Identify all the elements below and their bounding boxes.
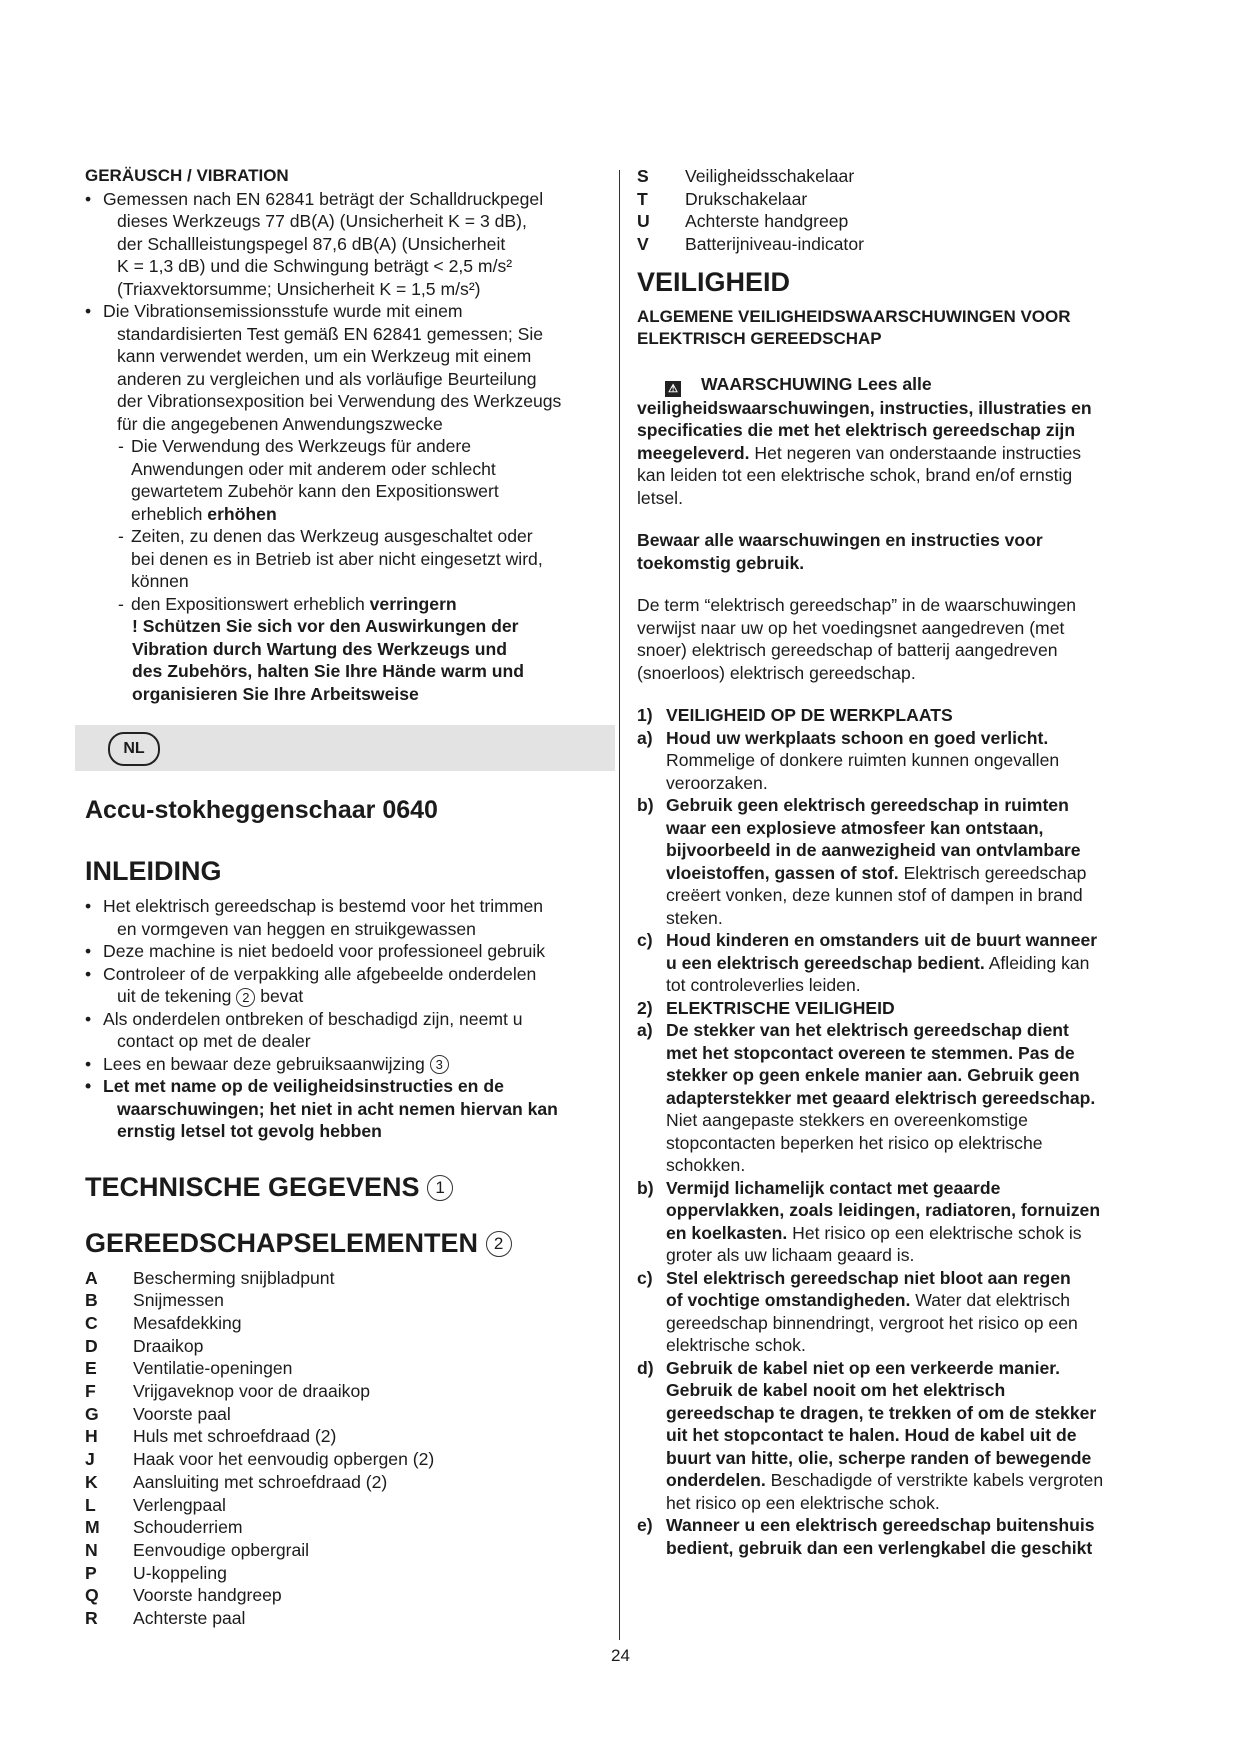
figure-ref: 2 bbox=[236, 988, 255, 1007]
list-item: • Deze machine is niet bedoeld voor professioneel gebruik bbox=[85, 940, 605, 963]
component-row bbox=[85, 1289, 605, 1312]
component-letter: H bbox=[85, 1426, 98, 1447]
list-item: a) Houd uw werkplaats schoon en goed verlicht. Rommelige of donkere ruimten kunnen ongevallen veroorzaken. bbox=[637, 727, 1060, 793]
list-item: • Gemessen nach EN 62841 beträgt der Schalldruckpegel dieses Werkzeugs 77 dB(A) (Unsicherheit K = 3 dB), der Schallleistungspegel 87,6 dB(A) (Unsicherheit K = 1,3 dB) und die Schwingung beträgt < 2,5 m/s² (Triaxvektorsumme; Unsicherheit K = 1,5 m/s²) bbox=[85, 188, 605, 301]
component-row bbox=[85, 1471, 605, 1494]
component-letter: M bbox=[85, 1517, 100, 1538]
tech-heading: TECHNISCHE GEGEVENS 1 bbox=[85, 1171, 605, 1203]
component-label: Snijmessen bbox=[133, 1290, 224, 1311]
component-letter: G bbox=[85, 1403, 99, 1424]
component-row bbox=[85, 1448, 605, 1471]
list-item: b) Gebruik geen elektrisch gereedschap in ruimten waar een explosieve atmosfeer kan ontstaan, bijvoorbeeld in de aanwezigheid van ontvlambare vloeistoffen, gassen of stof. Elektrisch gereedschap creëert vonken, deze kunnen stof of dampen in brand steken. bbox=[637, 795, 1087, 928]
component-row bbox=[637, 210, 1157, 233]
list-item: • Die Vibrationsemissionsstufe wurde mit einem standardisierten Test gemäß EN 62841 gemessen; Sie kann verwendet werden, um ein Werkzeug mit einem anderen zu vergleichen und als vorläufige Beurteilung der Vibrationsexposition bei Verwendung des Werkzeugs für die angegebenen Anwendungszwecke bbox=[85, 300, 605, 435]
component-row bbox=[85, 1403, 605, 1426]
component-row bbox=[637, 165, 1157, 188]
term-definition: De term “elektrisch gereedschap” in de waarschuwingen verwijst naar uw op het voedingsnet aangedreven (met snoer) elektrisch gereedschap of batterij aangedreven (snoerloos) elektrisch gereedschap. bbox=[637, 595, 1077, 683]
component-label: Bescherming snijbladpunt bbox=[133, 1267, 335, 1288]
component-letter: N bbox=[85, 1539, 98, 1560]
components-list-continued bbox=[637, 165, 1157, 256]
component-row bbox=[85, 1607, 605, 1630]
page-number: 24 bbox=[611, 1646, 630, 1665]
component-letter: L bbox=[85, 1494, 96, 1515]
right-column bbox=[637, 165, 1157, 1559]
component-row bbox=[85, 1357, 605, 1380]
component-letter: Q bbox=[85, 1585, 99, 1606]
list-item: • Let met name op de veiligheidsinstructies en de waarschuwingen; het niet in acht nemen hiervan kan ernstig letsel tot gevolg hebben bbox=[85, 1075, 605, 1143]
component-letter: U bbox=[637, 211, 650, 232]
intro-heading: INLEIDING bbox=[85, 856, 222, 886]
language-bar bbox=[75, 725, 615, 771]
component-row bbox=[85, 1584, 605, 1607]
component-row bbox=[637, 188, 1157, 211]
component-letter: A bbox=[85, 1267, 98, 1288]
component-label: Vrijgaveknop voor de draaikop bbox=[133, 1381, 371, 1402]
list-item: • Controleer of de verpakking alle afgebeelde onderdelen uit de tekening 2 bevat bbox=[85, 963, 605, 1008]
dash-item: - Zeiten, zu denen das Werkzeug ausgeschaltet oder bei denen es in Betrieb ist aber nicht eingesetzt wird, können bbox=[118, 526, 543, 591]
intro-list bbox=[85, 895, 605, 1143]
warning-triangle-icon: ⚠ bbox=[665, 381, 681, 397]
component-row bbox=[85, 1267, 605, 1290]
left-column bbox=[85, 165, 605, 1630]
list-item: • Het elektrisch gereedschap is bestemd voor het trimmen en vormgeven van heggen en struikgewassen bbox=[85, 895, 605, 940]
safety-heading: VEILIGHEID bbox=[637, 266, 791, 297]
list-item: • Als onderdelen ontbreken of beschadigd zijn, neemt u contact op met de dealer bbox=[85, 1008, 605, 1053]
component-label: Haak voor het eenvoudig opbergen (2) bbox=[133, 1449, 435, 1470]
component-label: Verlengpaal bbox=[133, 1494, 226, 1515]
figure-ref: 3 bbox=[430, 1055, 449, 1074]
component-label: Schouderriem bbox=[133, 1517, 243, 1538]
component-letter: J bbox=[85, 1449, 95, 1470]
list-item: c) Houd kinderen en omstanders uit de buurt wanneer u een elektrisch gereedschap bedient. Afleiding kan tot controleverlies leiden. bbox=[637, 930, 1098, 996]
component-label: Batterijniveau-indicator bbox=[685, 234, 864, 255]
list-item: a) De stekker van het elektrisch gereedschap dient met het stopcontact overeen te stemmen. Pas de stekker op geen enkele manier aan. Gebruik geen adapterstekker met geaard elektrisch gereedschap. Niet aangepaste stekkers en overeenkomstige stopcontacten beperken het risico op elektrische schokken. bbox=[637, 1020, 1096, 1176]
noise-heading: GERÄUSCH / VIBRATION bbox=[85, 166, 289, 185]
keep-instructions: Bewaar alle waarschuwingen en instructies voor toekomstig gebruik. bbox=[637, 530, 1043, 573]
list-item: b) Vermijd lichamelijk contact met geaarde oppervlakken, zoals leidingen, radiatoren, fornuizen en koelkasten. Het risico op een elektrische schok is groter als uw lichaam geaard is. bbox=[637, 1177, 1101, 1266]
component-label: Drukschakelaar bbox=[685, 188, 808, 209]
component-letter: V bbox=[637, 234, 649, 255]
column-divider bbox=[619, 170, 620, 1640]
list-item: • Lees en bewaar deze gebruiksaanwijzing 3 bbox=[85, 1053, 605, 1076]
component-row bbox=[85, 1539, 605, 1562]
component-row bbox=[85, 1516, 605, 1539]
component-letter: K bbox=[85, 1471, 98, 1492]
component-label: U-koppeling bbox=[133, 1562, 227, 1583]
component-label: Achterste paal bbox=[133, 1608, 246, 1629]
component-letter: P bbox=[85, 1562, 97, 1583]
warning-block: ⚠ WAARSCHUWING Lees alle veiligheidswaarschuwingen, instructies, illustraties en specificaties die met het elektrisch gereedschap zijn meegeleverd. Het negeren van onderstaande instructies kan leiden tot een elektrische schok, brand en/of ernstig letsel. bbox=[637, 373, 1092, 508]
safety-section-1: 1) VEILIGHEID OP DE WERKPLAATS a) Houd uw werkplaats schoon en goed verlicht. Rommelige of donkere ruimten kunnen ongevallen veroorzaken. b) Gebruik geen elektrisch gereedschap in ruimten waar een explosieve atmosfeer kan ontstaan, bijvoorbeeld in de aanwezigheid van ontvlambare vloeistoffen, gassen of stof. Elektrisch gereedschap creëert vonken, deze kunnen stof of dampen in brand steken. c) Houd kinderen en omstanders uit de buurt wanneer u een elektrisch gereedschap bedient. Afleiding kan tot controleverlies leiden. bbox=[637, 704, 1157, 997]
component-letter: T bbox=[637, 188, 648, 209]
component-row bbox=[85, 1335, 605, 1358]
component-label: Voorste handgreep bbox=[133, 1585, 282, 1606]
component-label: Veiligheidsschakelaar bbox=[685, 166, 855, 186]
figure-ref: 1 bbox=[427, 1175, 453, 1201]
component-label: Huls met schroefdraad (2) bbox=[133, 1426, 337, 1447]
component-label: Draaikop bbox=[133, 1335, 204, 1356]
figure-ref: 2 bbox=[486, 1231, 512, 1257]
component-letter: D bbox=[85, 1335, 98, 1356]
component-row bbox=[85, 1312, 605, 1335]
components-list bbox=[85, 1267, 605, 1630]
product-title: Accu-stokheggenschaar 0640 bbox=[85, 796, 438, 824]
component-row bbox=[637, 233, 1157, 256]
component-label: Achterste handgreep bbox=[685, 211, 849, 232]
component-label: Voorste paal bbox=[133, 1403, 231, 1424]
component-letter: C bbox=[85, 1312, 98, 1333]
list-item: c) Stel elektrisch gereedschap niet bloot aan regen of vochtige omstandigheden. Water dat elektrisch gereedschap binnendringt, vergroot het risico op een elektrische schok. bbox=[637, 1267, 1078, 1356]
component-row bbox=[85, 1425, 605, 1448]
component-letter: F bbox=[85, 1381, 96, 1402]
language-badge: NL bbox=[108, 732, 160, 766]
noise-list bbox=[85, 188, 605, 436]
component-row bbox=[85, 1562, 605, 1585]
component-label: Mesafdekking bbox=[133, 1312, 242, 1333]
component-label: Eenvoudige opbergrail bbox=[133, 1539, 310, 1560]
list-item: d) Gebruik de kabel niet op een verkeerde manier. Gebruik de kabel nooit om het elektrisch gereedschap te dragen, te trekken of om de stekker uit het stopcontact te halen. Houd de kabel uit de buurt van hitte, olie, scherpe randen of bewegende onderdelen. Beschadigde of verstrikte kabels vergroten het risico op een elektrische schok. bbox=[637, 1357, 1104, 1513]
component-letter: R bbox=[85, 1608, 98, 1629]
component-letter: E bbox=[85, 1358, 97, 1379]
general-warnings-heading: ALGEMENE VEILIGHEIDSWAARSCHUWINGEN VOOR ELEKTRISCH GEREEDSCHAP bbox=[637, 306, 1071, 349]
list-item: e) Wanneer u een elektrisch gereedschap buitenshuis bedient, gebruik dan een verlengkabel die geschikt bbox=[637, 1515, 1095, 1558]
component-row bbox=[85, 1494, 605, 1517]
dash-item: - den Expositionswert erheblich verringern bbox=[118, 593, 457, 614]
component-row bbox=[85, 1380, 605, 1403]
component-letter: B bbox=[85, 1290, 98, 1311]
dash-item: - Die Verwendung des Werkzeugs für andere Anwendungen oder mit anderem oder schlecht gewartetem Zubehör kann den Expositionswert erheblich erhöhen bbox=[118, 436, 499, 524]
component-label: Aansluiting met schroefdraad (2) bbox=[133, 1471, 388, 1492]
component-label: Ventilatie-openingen bbox=[133, 1358, 293, 1379]
safety-section-2: 2) ELEKTRISCHE VEILIGHEID a) De stekker van het elektrisch gereedschap dient met het stopcontact overeen te stemmen. Pas de stekker op geen enkele manier aan. Gebruik geen adapterstekker met geaard elektrisch gereedschap. Niet aangepaste stekkers en overeenkomstige stopcontacten beperken het risico op elektrische schokken. b) Vermijd lichamelijk contact met geaarde oppervlakken, zoals leidingen, radiatoren, fornuizen en koelkasten. Het risico op een elektrische schok is groter als uw lichaam geaard is. c) Stel elektrisch gereedschap niet bloot aan regen of vochtige omstandigheden. Water dat elektrisch gereedschap binnendringt, vergroot het risico op een elektrische schok. d) Gebruik de kabel niet op een verkeerde manier. Gebruik de kabel nooit om het elektrisch gereedschap te dragen, te trekken of om de stekker uit het stopcontact te halen. Houd de kabel uit de buurt van hitte, olie, scherpe randen of bewegende onderdelen. Beschadigde of verstrikte kabels vergroten het risico op een elektrische schok. e) Wanneer u een elektrisch gereedschap buitenshuis bedient, gebruik dan een verlengkabel die geschikt bbox=[637, 997, 1157, 1560]
vibration-warning: ! Schützen Sie sich vor den Auswirkungen der Vibration durch Wartung des Werkzeugs und des Zubehörs, halten Sie Ihre Hände warm und organisieren Sie Ihre Arbeitsweise bbox=[132, 616, 525, 704]
elements-heading: GEREEDSCHAPSELEMENTEN 2 bbox=[85, 1227, 605, 1259]
component-letter: S bbox=[637, 166, 649, 186]
